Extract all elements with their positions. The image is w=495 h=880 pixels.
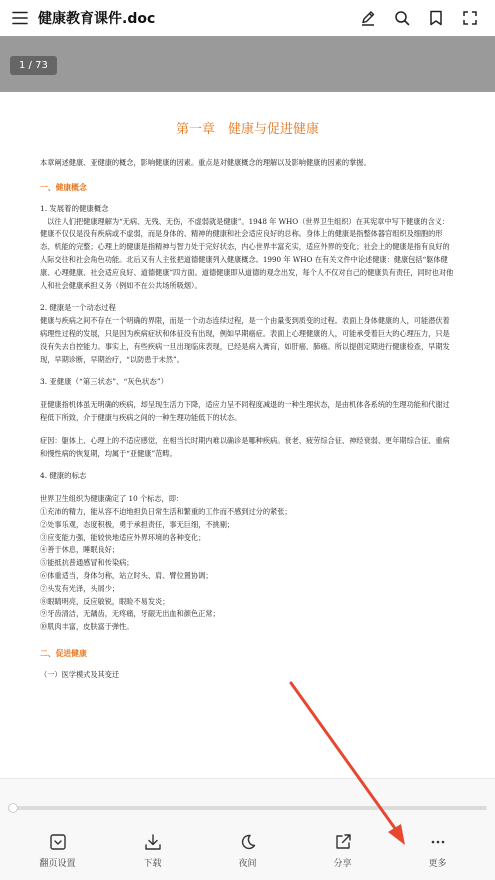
list-item: ⑦头发有光泽，头屑少； xyxy=(40,583,120,593)
section-heading: 二、促进健康 xyxy=(40,648,87,658)
list-item: ⑧眼睛明亮，反应敏锐，眼睑不易发炎； xyxy=(40,596,170,606)
chapter-title: 第一章 健康与促进健康 xyxy=(175,122,319,137)
share-button[interactable] xyxy=(295,831,390,869)
night-mode-icon xyxy=(237,831,259,853)
sub-heading: 3. 亚健康（“第三状态”、“灰色状态”） xyxy=(40,377,168,387)
document-viewer[interactable] xyxy=(0,36,495,778)
sub-heading: 4. 健康的标志 xyxy=(40,471,87,481)
download-icon xyxy=(142,831,164,853)
more-icon xyxy=(427,831,449,853)
paragraph: 以往人们把健康理解为“无病、无残、无伤，不虚弱就是健康”。1948 年 WHO（世界卫生组织）在其宪章中写下健康的含义：健康不仅仅是没有疾病或不虚弱，而是身体的、精神的健康和社会适应良好的总称。身体上的健康是指整体器官组织及细胞的形态、机能的完整；心理上的健康是指精神与智力处于完好状态，内心世界丰富充实，适应外界的变化；社会上的健康是指有良好的人际交往和社会角色功能。北后又有人主张把道德健康列入健康概念。1990 年 WHO 在有关文件中论述健康：健康包括“躯体健康、心理健康、社会适应良好、道德健康”四方面。道德健康即从道德的观念出发，每个人不仅对自己的健康负有责任，同时也对他人和社会健康承担义务（例如不在公共场所吸烟）。 xyxy=(40,216,454,290)
list-item: ⑤能抵抗普通感冒和传染病； xyxy=(40,558,134,568)
bottom-toolbar xyxy=(0,778,495,880)
top-bar xyxy=(0,0,495,36)
night-mode-label: 夜间 xyxy=(238,859,257,869)
page-settings-button[interactable] xyxy=(10,831,105,869)
search-icon[interactable] xyxy=(385,0,419,36)
list-item: ⑨牙齿清洁，无龋齿，无疼痛，牙龈无出血和颜色正常； xyxy=(40,609,220,619)
list-item: ③应变能力强，能较快地适应外界环境的各种变化； xyxy=(40,532,206,542)
paragraph: 世界卫生组织为健康确定了 10 个标志，即： xyxy=(40,494,184,504)
list-item: ①充沛的精力，能从容不迫地担负日常生活和繁重的工作而不感到过分的紧张； xyxy=(40,506,292,516)
edit-icon[interactable] xyxy=(351,0,385,36)
sub-heading: 2. 健康是一个动态过程 xyxy=(40,303,116,313)
night-mode-button[interactable] xyxy=(200,831,295,869)
download-button[interactable] xyxy=(105,831,200,869)
sub-heading: （一）医学模式及其变迁 xyxy=(40,669,120,679)
more-button[interactable] xyxy=(390,831,485,869)
more-label: 更多 xyxy=(428,859,447,869)
slider-track[interactable] xyxy=(12,806,487,810)
paragraph: 症因：躯体上、心理上的不适应感觉，在相当长时期内难以确诊是哪种疾病。衰老、疲劳综合征、神经衰弱、更年期综合征、重病和慢性病的恢复期，均属于“亚健康”范畴。 xyxy=(40,435,450,458)
list-item: ④善于休息，睡眠良好； xyxy=(40,545,120,555)
page-settings-label: 翻页设置 xyxy=(39,859,76,869)
list-item: ⑩肌肉丰富，皮肤富于弹性。 xyxy=(40,622,134,632)
intro-paragraph: 本章阐述健康、亚健康的概念，影响健康的因素。重点是对健康概念的理解以及影响健康的因素的掌握。 xyxy=(40,158,371,167)
list-item: ②处事乐观，态度积极，勇于承担责任，事无巨细，不挑剔； xyxy=(40,519,235,529)
paragraph: 健康与疾病之间不存在一个明确的界限，而是一个动态连续过程，是一个由量变到质变的过程。表面上身体健康的人，可能潜伏着病理性过程的发展，只是因为疾病症状和体征没有出现，例如早期癌症。表面上心理健康的人，可能承受着巨大的心理压力，只是没有失去自控能力。事实上，有些疾病一旦出现临床表现，已经是病入膏肓，如肝癌、肺癌。所以提倡定期进行健康检查，早期发现，早期诊断，早期治疗，“以防患于未然”。 xyxy=(40,316,450,364)
slider-thumb[interactable] xyxy=(8,803,18,813)
list-item: ⑥体重适当，身体匀称，站立时头、肩、臂位置协调； xyxy=(40,570,213,580)
download-label: 下载 xyxy=(143,859,162,869)
page-counter: 1 / 73 xyxy=(10,56,57,75)
page-settings-icon xyxy=(47,831,69,853)
bookmark-icon[interactable] xyxy=(419,0,453,36)
page-slider[interactable] xyxy=(8,803,487,813)
health-signs-list xyxy=(40,506,455,634)
document-page xyxy=(0,92,495,778)
fullscreen-icon[interactable] xyxy=(453,0,487,36)
document-title: 健康教育课件.doc xyxy=(38,11,156,27)
section-heading: 一、健康概念 xyxy=(40,182,87,192)
share-label: 分享 xyxy=(333,859,352,869)
share-icon xyxy=(332,831,354,853)
paragraph: 亚健康指机体虽无明确的疾病，却呈现生活力下降，适应力呈不同程度减退的一种生理状态，是由机体各系统的生理功能和代谢过程低下所致，介于健康与疾病之间的一种生理功能低下的状态。 xyxy=(40,400,450,422)
menu-icon[interactable] xyxy=(2,0,38,36)
sub-heading: 1. 发展着的健康概念 xyxy=(40,203,109,213)
